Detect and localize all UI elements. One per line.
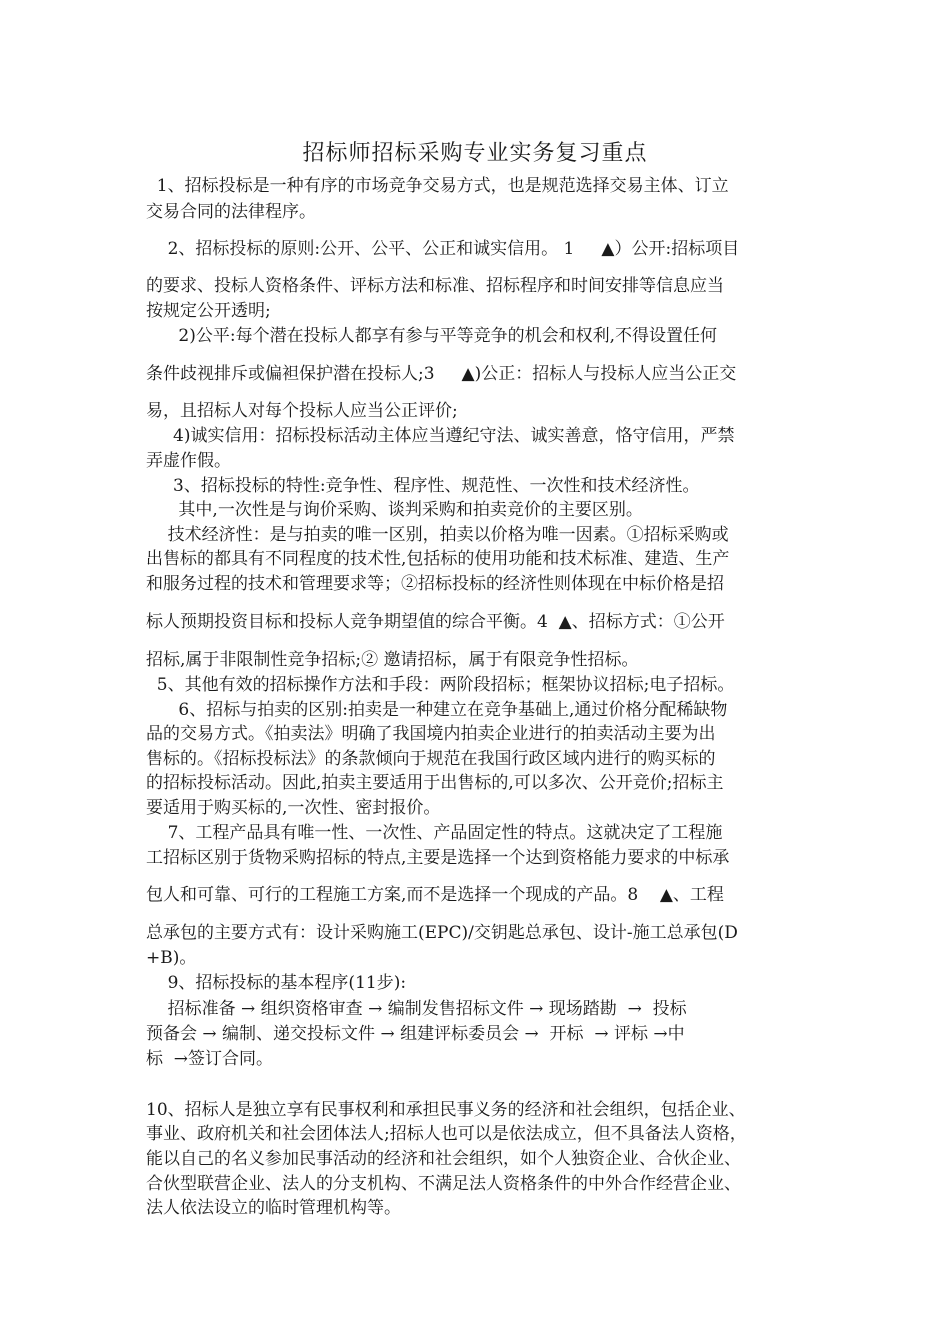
text-line: 招标,属于非限制性竞争招标;② 邀请招标，属于有限竞争性招标。: [146, 650, 639, 670]
text-line: 要适用于购买标的,一次性、密封报价。: [146, 798, 441, 818]
text-line: 按规定公开透明;: [146, 301, 271, 321]
text-line: 标 →签订合同。: [146, 1049, 274, 1069]
text-line: 技术经济性：是与拍卖的唯一区别，拍卖以价格为唯一因素。①招标采购或: [146, 525, 729, 545]
text-line: 其中,一次性是与询价采购、谈判采购和拍卖竞价的主要区别。: [146, 500, 643, 520]
text-line: 弄虚作假。: [146, 451, 231, 471]
text-line: 和服务过程的技术和管理要求等；②招标投标的经济性则体现在中标价格是招: [146, 574, 724, 594]
text-line: 10、招标人是独立享有民事权利和承担民事义务的经济和社会组织，包括企业、: [146, 1100, 746, 1120]
text-line: 事业、政府机关和社会团体法人;招标人也可以是依法成立，但不具备法人资格，: [146, 1124, 747, 1144]
text-line: 的要求、投标人资格条件、评标方法和标准、招标程序和时间安排等信息应当: [146, 276, 724, 296]
text-line: 9、招标投标的基本程序(11步):: [146, 973, 407, 993]
text-line: 2)公平:每个潜在投标人都享有参与平等竞争的机会和权利,不得设置任何: [146, 326, 718, 346]
text-line: 4)诚实信用：招标投标活动主体应当遵纪守法、诚实善意，恪守信用，严禁: [146, 426, 735, 446]
text-line: 售标的。《招标投标法》的条款倾向于规范在我国行政区域内进行的购买标的: [146, 749, 716, 769]
text-line: 出售标的都具有不同程度的技术性,包括标的使用功能和技术标准、建造、生产: [146, 549, 730, 569]
text-line: 招标准备 → 组织资格审查 → 编制发售招标文件 → 现场踏勘 → 投标: [146, 999, 687, 1019]
text-line: 合伙型联营企业、法人的分支机构、不满足法人资格条件的中外合作经营企业、: [146, 1174, 741, 1194]
text-line: 工招标区别于货物采购招标的特点,主要是选择一个达到资格能力要求的中标承: [146, 848, 730, 868]
text-line: 1、招标投标是一种有序的市场竞争交易方式，也是规范选择交易主体、订立: [146, 176, 729, 196]
text-line: 能以自己的名义参加民事活动的经济和社会组织，如个人独资企业、合伙企业、: [146, 1149, 741, 1169]
text-line: 的招标投标活动。因此,拍卖主要适用于出售标的,可以多次、公开竞价;招标主: [146, 773, 724, 793]
text-line: 5、其他有效的招标操作方法和手段：两阶段招标；框架协议招标;电子招标。: [146, 675, 735, 695]
text-line: 品的交易方式。《拍卖法》明确了我国境内拍卖企业进行的拍卖活动主要为出: [146, 724, 716, 744]
text-line: 易，且招标人对每个投标人应当公正评价;: [146, 401, 458, 421]
text-line: +B)。: [146, 948, 197, 968]
text-line: 6、招标与拍卖的区别:拍卖是一种建立在竞争基础上,通过价格分配稀缺物: [146, 700, 728, 720]
page-title: 招标师招标采购专业实务复习重点: [302, 141, 648, 166]
text-line: 条件歧视排斥或偏袒保护潜在投标人;3 ▲)公正：招标人与投标人应当公正交: [146, 364, 737, 384]
text-line: 法人依法设立的临时管理机构等。: [146, 1198, 401, 1218]
text-line: 预备会 → 编制、递交投标文件 → 组建评标委员会 → 开标 → 评标 →中: [146, 1024, 685, 1044]
text-line: 3、招标投标的特性:竞争性、程序性、规范性、一次性和技术经济性。: [146, 476, 700, 496]
text-line: 包人和可靠、可行的工程施工方案,而不是选择一个现成的产品。8 ▲、工程: [146, 885, 724, 905]
text-line: 7、工程产品具有唯一性、一次性、产品固定性的特点。这就决定了工程施: [146, 823, 723, 843]
text-line: 交易合同的法律程序。: [146, 202, 316, 222]
text-line: 2、招标投标的原则:公开、公平、公正和诚实信用。 1 ▲）公开:招标项目: [146, 239, 740, 259]
text-line: 总承包的主要方式有：设计采购施工(EPC)/交钥匙总承包、设计-施工总承包(D: [146, 923, 738, 943]
text-line: 标人预期投资目标和投标人竞争期望值的综合平衡。4 ▲、招标方式：①公开: [146, 612, 725, 632]
